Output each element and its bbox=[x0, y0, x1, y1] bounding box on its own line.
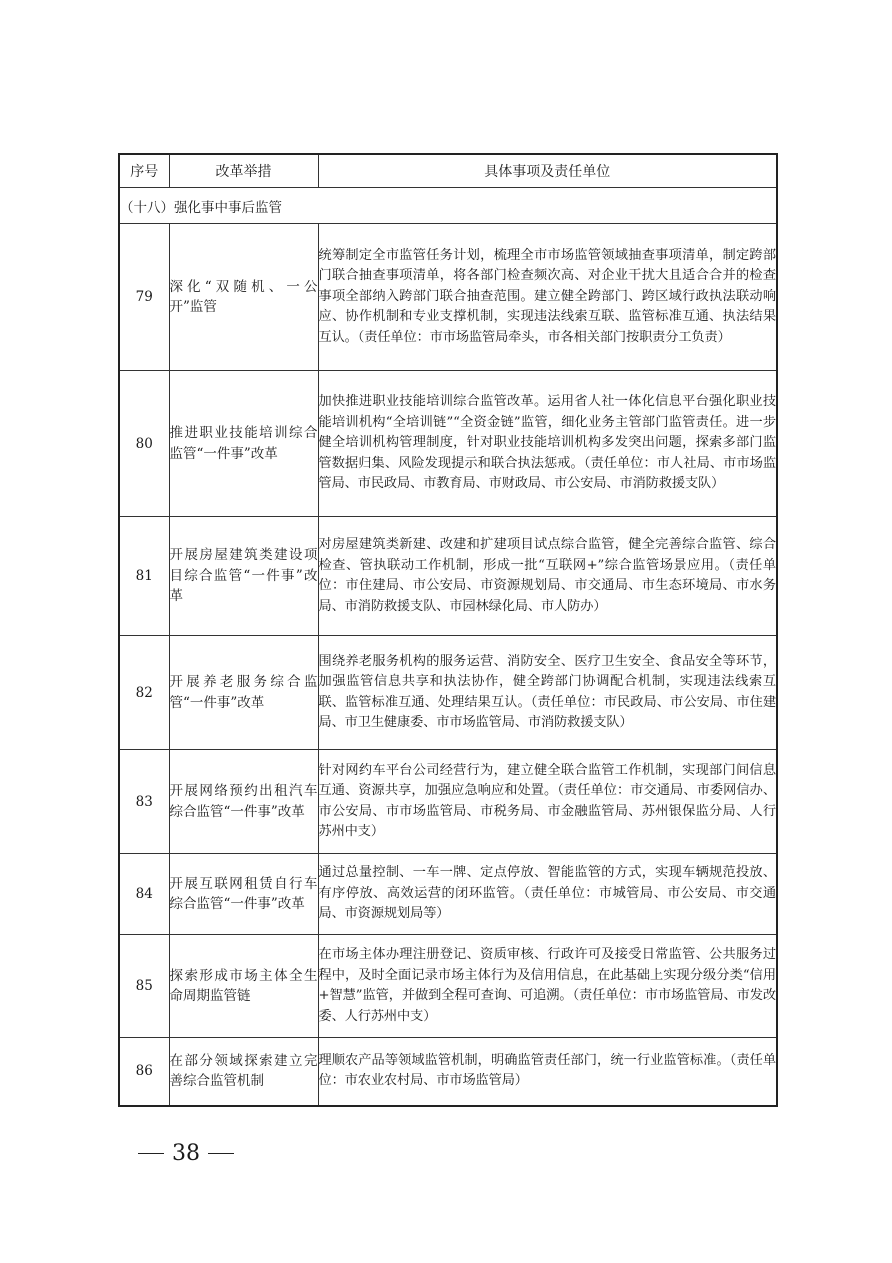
row-number: 82 bbox=[119, 636, 169, 750]
footer-dash-left bbox=[138, 1153, 164, 1154]
row-detail: 围绕养老服务机构的服务运营、消防安全、医疗卫生安全、食品安全等环节，加强监管信息共享和执法协作，健全跨部门协调配合机制，实现违法线索互联、监管标准互通、处理结果互认。（责任单位：市民政局、市公安局、市住建局、市卫生健康委、市市场监管局、市消防救援支队） bbox=[318, 636, 777, 750]
row-measure: 在部分领域探索建立完善综合监管机制 bbox=[169, 1038, 318, 1106]
page-number: 38 bbox=[172, 1141, 200, 1166]
row-measure: 开展网络预约出租汽车综合监管“一件事”改革 bbox=[169, 750, 318, 854]
row-number: 86 bbox=[119, 1038, 169, 1106]
row-detail: 统筹制定全市监管任务计划，梳理全市市场监管领域抽查事项清单，制定跨部门联合抽查事项清单，将各部门检查频次高、对企业干扰大且适合合并的检查事项全部纳入跨部门联合抽查范围。建立健全跨部门、跨区域行政执法联动响应、协作机制和专业支撑机制，实现违法线索互联、监管标准互通、执法结果互认。（责任单位：市市场监管局牵头，市各相关部门按职责分工负责） bbox=[318, 224, 777, 371]
table-row bbox=[119, 371, 777, 517]
header-measure: 改革举措 bbox=[169, 154, 318, 188]
reform-measures-table bbox=[118, 153, 778, 1107]
row-detail: 针对网约车平台公司经营行为，建立健全联合监管工作机制，实现部门间信息互通、资源共享，加强应急响应和处置。（责任单位：市交通局、市委网信办、市公安局、市市场监管局、市税务局、市金融监管局、苏州银保监分局、人行苏州中支） bbox=[318, 750, 777, 854]
row-detail: 对房屋建筑类新建、改建和扩建项目试点综合监管，健全完善综合监管、综合检查、管执联动工作机制，形成一批“互联网+”综合监管场景应用。（责任单位：市住建局、市公安局、市资源规划局、市交通局、市生态环境局、市水务局、市消防救援支队、市园林绿化局、市人防办） bbox=[318, 517, 777, 636]
footer-dash-right bbox=[208, 1153, 234, 1154]
row-number: 83 bbox=[119, 750, 169, 854]
table-row bbox=[119, 636, 777, 750]
row-number: 80 bbox=[119, 371, 169, 517]
section-title: （十八）强化事中事后监管 bbox=[119, 188, 777, 224]
row-measure: 探索形成市场主体全生命周期监管链 bbox=[169, 935, 318, 1038]
row-number: 79 bbox=[119, 224, 169, 371]
page-footer bbox=[130, 1141, 242, 1166]
table-row bbox=[119, 1038, 777, 1106]
table-row bbox=[119, 750, 777, 854]
row-detail: 通过总量控制、一车一牌、定点停放、智能监管的方式，实现车辆规范投放、有序停放、高效运营的闭环监管。（责任单位：市城管局、市公安局、市交通局、市资源规划局等） bbox=[318, 854, 777, 935]
row-number: 85 bbox=[119, 935, 169, 1038]
table-row bbox=[119, 517, 777, 636]
row-detail: 理顺农产品等领域监管机制，明确监管责任部门，统一行业监管标准。（责任单位：市农业农村局、市市场监管局） bbox=[318, 1038, 777, 1106]
row-detail: 在市场主体办理注册登记、资质审核、行政许可及接受日常监管、公共服务过程中，及时全面记录市场主体行为及信用信息，在此基础上实现分级分类“信用+智慧”监管，并做到全程可查询、可追溯。（责任单位：市市场监管局、市发改委、人行苏州中支） bbox=[318, 935, 777, 1038]
row-measure: 开展互联网租赁自行车综合监管“一件事”改革 bbox=[169, 854, 318, 935]
table-row bbox=[119, 935, 777, 1038]
table-header-row bbox=[119, 154, 777, 188]
row-number: 81 bbox=[119, 517, 169, 636]
row-measure: 推进职业技能培训综合监管“一件事”改革 bbox=[169, 371, 318, 517]
section-row bbox=[119, 188, 777, 224]
row-number: 84 bbox=[119, 854, 169, 935]
header-no: 序号 bbox=[119, 154, 169, 188]
table-row bbox=[119, 224, 777, 371]
row-measure: 深化“双随机、一公开”监管 bbox=[169, 224, 318, 371]
row-measure: 开展养老服务综合监管“一件事”改革 bbox=[169, 636, 318, 750]
table-row bbox=[119, 854, 777, 935]
row-measure: 开展房屋建筑类建设项目综合监管“一件事”改革 bbox=[169, 517, 318, 636]
row-detail: 加快推进职业技能培训综合监管改革。运用省人社一体化信息平台强化职业技能培训机构“全培训链”“全资金链”监管，细化业务主管部门监管责任。进一步健全培训机构管理制度，针对职业技能培训机构多发突出问题，探索多部门监管数据归集、风险发现提示和联合执法惩戒。（责任单位：市人社局、市市场监管局、市民政局、市教育局、市财政局、市公安局、市消防救援支队） bbox=[318, 371, 777, 517]
header-detail: 具体事项及责任单位 bbox=[318, 154, 777, 188]
